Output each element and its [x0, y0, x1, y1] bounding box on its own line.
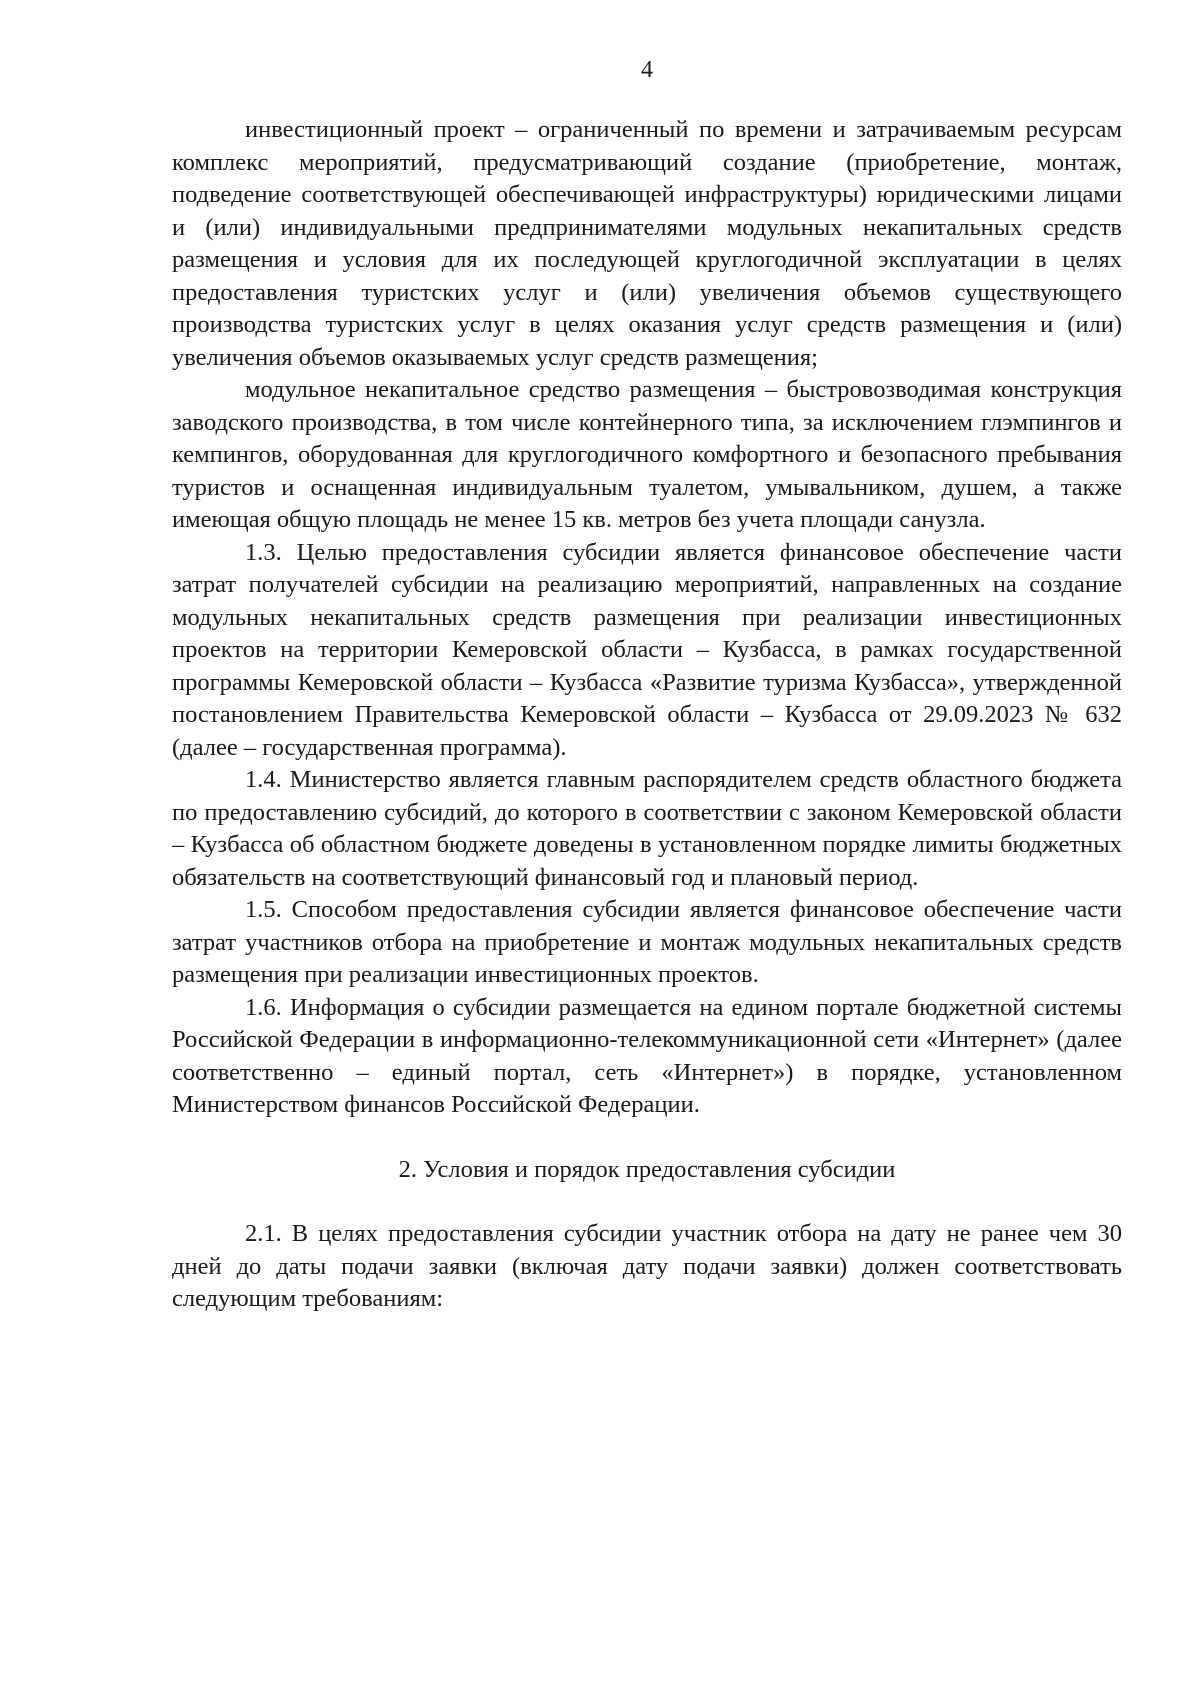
page-number: 4 [641, 57, 653, 83]
paragraph-1-4: 1.4. Министерство является главным распорядителем средств областного бюджета по предоставлению субсидий, до которого в соответствии с законом Кемеровской области – Кузбасса об областном бюджете доведены в установленном порядке лимиты бюджетных обязательств на соответствующий финансовый год и плановый период. [172, 766, 1122, 891]
document-body [172, 114, 1122, 1316]
paragraph-1-6: 1.6. Информация о субсидии размещается на едином портале бюджетной системы Российской Федерации в информационно-телекоммуникационной сети «Интернет» (далее соответственно – единый портал, сеть «Интернет») в порядке, установленном Министерством финансов Российской Федерации. [172, 993, 1122, 1118]
paragraph-modular-facility-definition: модульное некапитальное средство размещения – быстровозводимая конструкция заводского производства, в том числе контейнерного типа, за исключением глэмпингов и кемпингов, оборудованная для круглогодичного комфортного и безопасного пребывания туристов и оснащенная индивидуальным туалетом, умывальником, душем, а также имеющая общую площадь не менее 15 кв. метров без учета площади санузла. [172, 376, 1122, 533]
paragraph-investment-project-definition: инвестиционный проект – ограниченный по времени и затрачиваемым ресурсам комплекс мероприятий, предусматривающий создание (приобретение, монтаж, подведение соответствующей обеспечивающей инфраструктуры) юридическими лицами и (или) индивидуальными предпринимателями модульных некапитальных средств размещения и условия для их последующей круглогодичной эксплуатации в целях предоставления туристских услуг и (или) увеличения объемов существующего производства туристских услуг в целях оказания услуг средств размещения и (или) увеличения объемов оказываемых услуг средств размещения; [172, 116, 1122, 371]
section-heading: 2. Условия и порядок предоставления субсидии [398, 1155, 896, 1183]
paragraph-1-5: 1.5. Способом предоставления субсидии является финансовое обеспечение части затрат участников отбора на приобретение и монтаж модульных некапитальных средств размещения при реализации инвестиционных проектов. [172, 896, 1122, 988]
paragraph-2-1: 2.1. В целях предоставления субсидии участник отбора на дату не ранее чем 30 дней до даты подачи заявки (включая дату подачи заявки) должен соответствовать следующим требованиям: [172, 1220, 1122, 1312]
paragraph-1-3: 1.3. Целью предоставления субсидии является финансовое обеспечение части затрат получателей субсидии на реализацию мероприятий, направленных на создание модульных некапитальных средств размещения при реализации инвестиционных проектов на территории Кемеровской области – Кузбасса, в рамках государственной программы Кемеровской области – Кузбасса «Развитие туризма Кузбасса», утвержденной постановлением Правительства Кемеровской области – Кузбасса от 29.09.2023 № 632 (далее – государственная программа). [172, 538, 1122, 761]
